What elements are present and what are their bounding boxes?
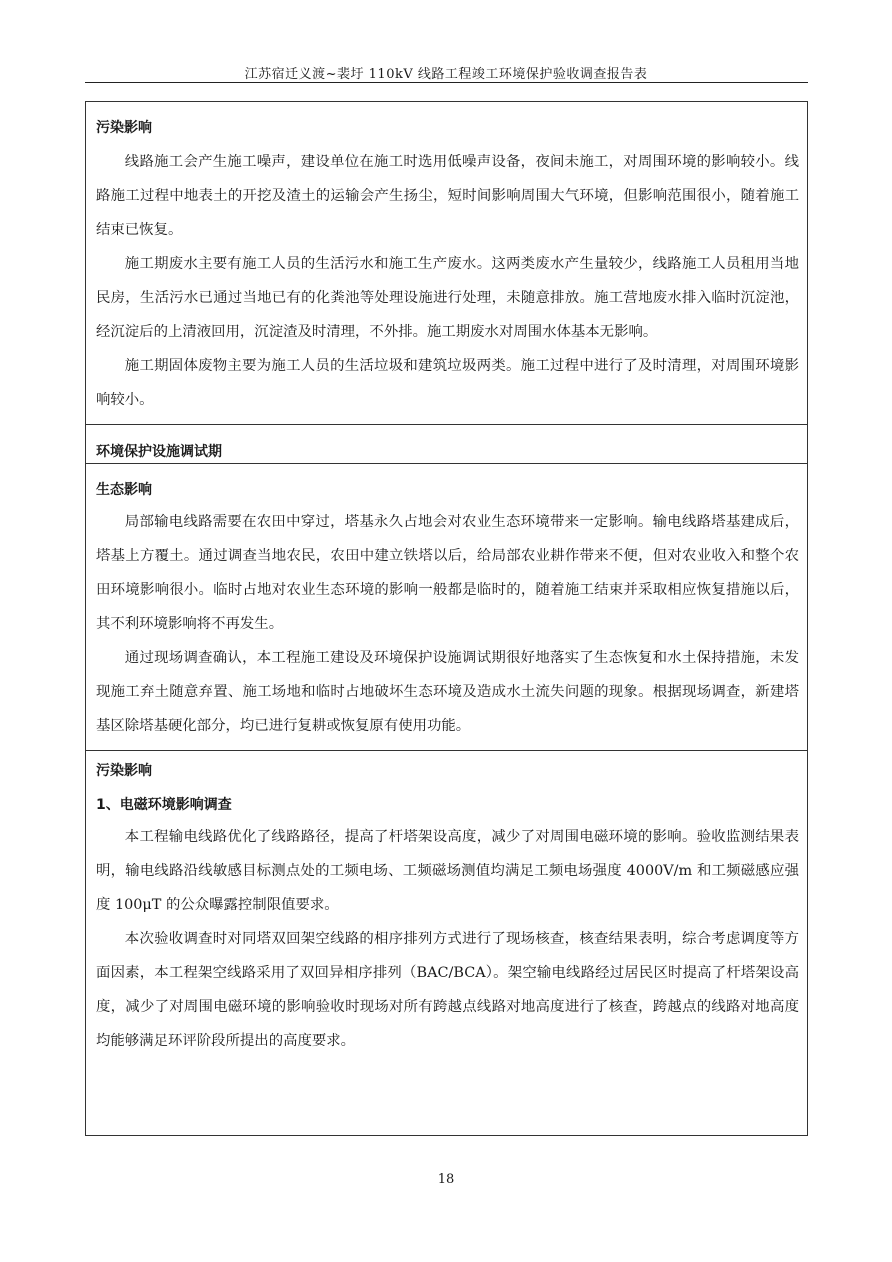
section-body xyxy=(96,505,799,743)
paragraph: 局部输电线路需要在农田中穿过，塔基永久占地会对农业生态环境带来一定影响。输电线路塔基建成后，塔基上方覆土。通过调查当地农民，农田中建立铁塔以后，给局部农业耕作带来不便，但对农业收入和整个农田环境影响很小。临时占地对农业生态环境的影响一般都是临时的，随着施工结束并采取相应恢复措施以后，其不利环境影响将不再发生。 xyxy=(96,514,799,632)
section-heading: 环境保护设施调试期 xyxy=(96,444,222,460)
paragraph: 通过现场调查确认，本工程施工建设及环境保护设施调试期很好地落实了生态恢复和水土保持措施，未发现施工弃土随意弃置、施工场地和临时占地破坏生态环境及造成水土流失问题的现象。根据现场调查，新建塔基区除塔基硬化部分，均已进行复耕或恢复原有使用功能。 xyxy=(96,650,799,734)
section-body xyxy=(96,820,799,1058)
trial-pollution-row xyxy=(86,751,807,1135)
paragraph: 线路施工会产生施工噪声，建设单位在施工时选用低噪声设备，夜间未施工，对周围环境的影响较小。线路施工过程中地表土的开挖及渣土的运输会产生扬尘，短时间影响周围大气环境，但影响范围很小，随着施工结束已恢复。 xyxy=(96,154,799,238)
paragraph: 本次验收调查时对同塔双回架空线路的相序排列方式进行了现场核查，核查结果表明，综合考虑调度等方面因素，本工程架空线路采用了双回异相序排列（BAC/BCA）。架空输电线路经过居民区时提高了杆塔架设高度，减少了对周围电磁环境的影响验收时现场对所有跨越点线路对地高度进行了核查，跨越点的线路对地高度均能够满足环评阶段所提出的高度要求。 xyxy=(96,931,799,1049)
subsection-heading: 1、电磁环境影响调查 xyxy=(96,797,232,813)
section-body xyxy=(96,145,799,417)
paragraph: 施工期固体废物主要为施工人员的生活垃圾和建筑垃圾两类。施工过程中进行了及时清理，对周围环境影响较小。 xyxy=(96,358,799,408)
report-table xyxy=(85,101,808,1136)
report-header-title: 江苏宿迁义渡~裴圩 110kV 线路工程竣工环境保护验收调查报告表 xyxy=(244,67,648,82)
header-divider xyxy=(85,82,808,83)
paragraph: 施工期废水主要有施工人员的生活污水和施工生产废水。这两类废水产生量较少，线路施工人员租用当地民房，生活污水已通过当地已有的化粪池等处理设施进行处理，未随意排放。施工营地废水排入临时沉淀池，经沉淀后的上清液回用，沉淀渣及时清理，不外排。施工期废水对周围水体基本无影响。 xyxy=(96,256,799,340)
ecology-row xyxy=(86,464,807,751)
page-number: 18 xyxy=(437,1172,455,1187)
construction-pollution-row xyxy=(86,102,807,425)
section-heading: 生态影响 xyxy=(96,482,152,498)
section-heading: 污染影响 xyxy=(96,763,152,779)
paragraph: 本工程输电线路优化了线路路径，提高了杆塔架设高度，减少了对周围电磁环境的影响。验收监测结果表明，输电线路沿线敏感目标测点处的工频电场、工频磁场测值均满足工频电场强度 4000V/m 和工频磁感应强度 100μT 的公众曝露控制限值要求。 xyxy=(96,829,799,913)
trial-period-row xyxy=(86,425,807,464)
section-heading: 污染影响 xyxy=(96,120,152,136)
